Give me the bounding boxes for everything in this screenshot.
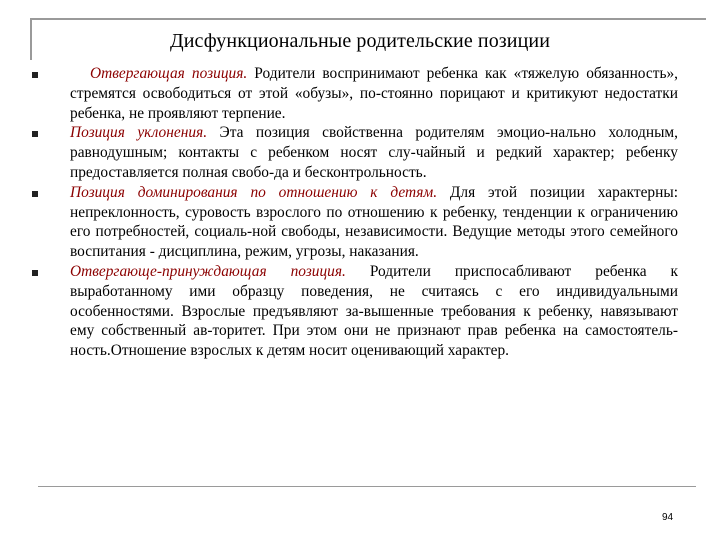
item-highlight: Позиция уклонения.	[70, 124, 208, 142]
square-bullet-icon	[32, 131, 38, 137]
list-item-dominating	[30, 183, 678, 262]
list-item-rejecting-coercive	[30, 262, 678, 361]
item-text: Родители воспринимают ребенка как «тяжелую обязанность», стремятся освободиться от этой «обузы», по-стоянно порицают и критикуют недостатки ребенка, не проявляют терпение.	[70, 65, 679, 122]
item-text: Родители приспосабливают ребенка к выработанному ими образцу поведения, не считаясь с его индивидуальными особенностями. Взрослые предъявляют за-вышенные требования к ребенку, навязывают ему собственный ав-торитет. При этом они не признают прав ребенка на самостоятель-ность.Отношение взрослых к детям носит оценивающий характер.	[70, 262, 679, 360]
page-number: 94	[662, 512, 674, 523]
item-highlight: Отвергающая позиция.	[90, 65, 248, 82]
square-bullet-icon	[32, 72, 38, 78]
square-bullet-icon	[32, 191, 38, 197]
item-text: Для этой позиции характерны: непреклонность, суровость взрослого по отношению к ребенку, тенденции к ограничению его потребностей, социаль-ной свободы, независимости. Ведущие методы этого семейного воспитания - дисциплина, режим, угрозы, наказания.	[70, 183, 678, 261]
list-item-avoidance	[30, 123, 678, 182]
frame-top-rule	[30, 18, 706, 20]
square-bullet-icon	[32, 270, 38, 276]
footer-rule	[38, 486, 696, 487]
item-highlight: Позиция доминирования по отношению к детям.	[70, 183, 438, 201]
bullet-list	[30, 64, 678, 361]
item-text: Эта позиция свойственна родителям эмоцио-нально холодным, равнодушным; контакты с ребенком носят слу-чайный и редкий характер; ребенку предоставляется полная свобо-да и бесконтрольность.	[70, 124, 678, 181]
item-highlight: Отвергающе-принуждающая позиция.	[70, 262, 346, 280]
list-item-rejecting	[30, 64, 678, 123]
slide-title: Дисфункциональные родительские позиции	[169, 30, 551, 52]
